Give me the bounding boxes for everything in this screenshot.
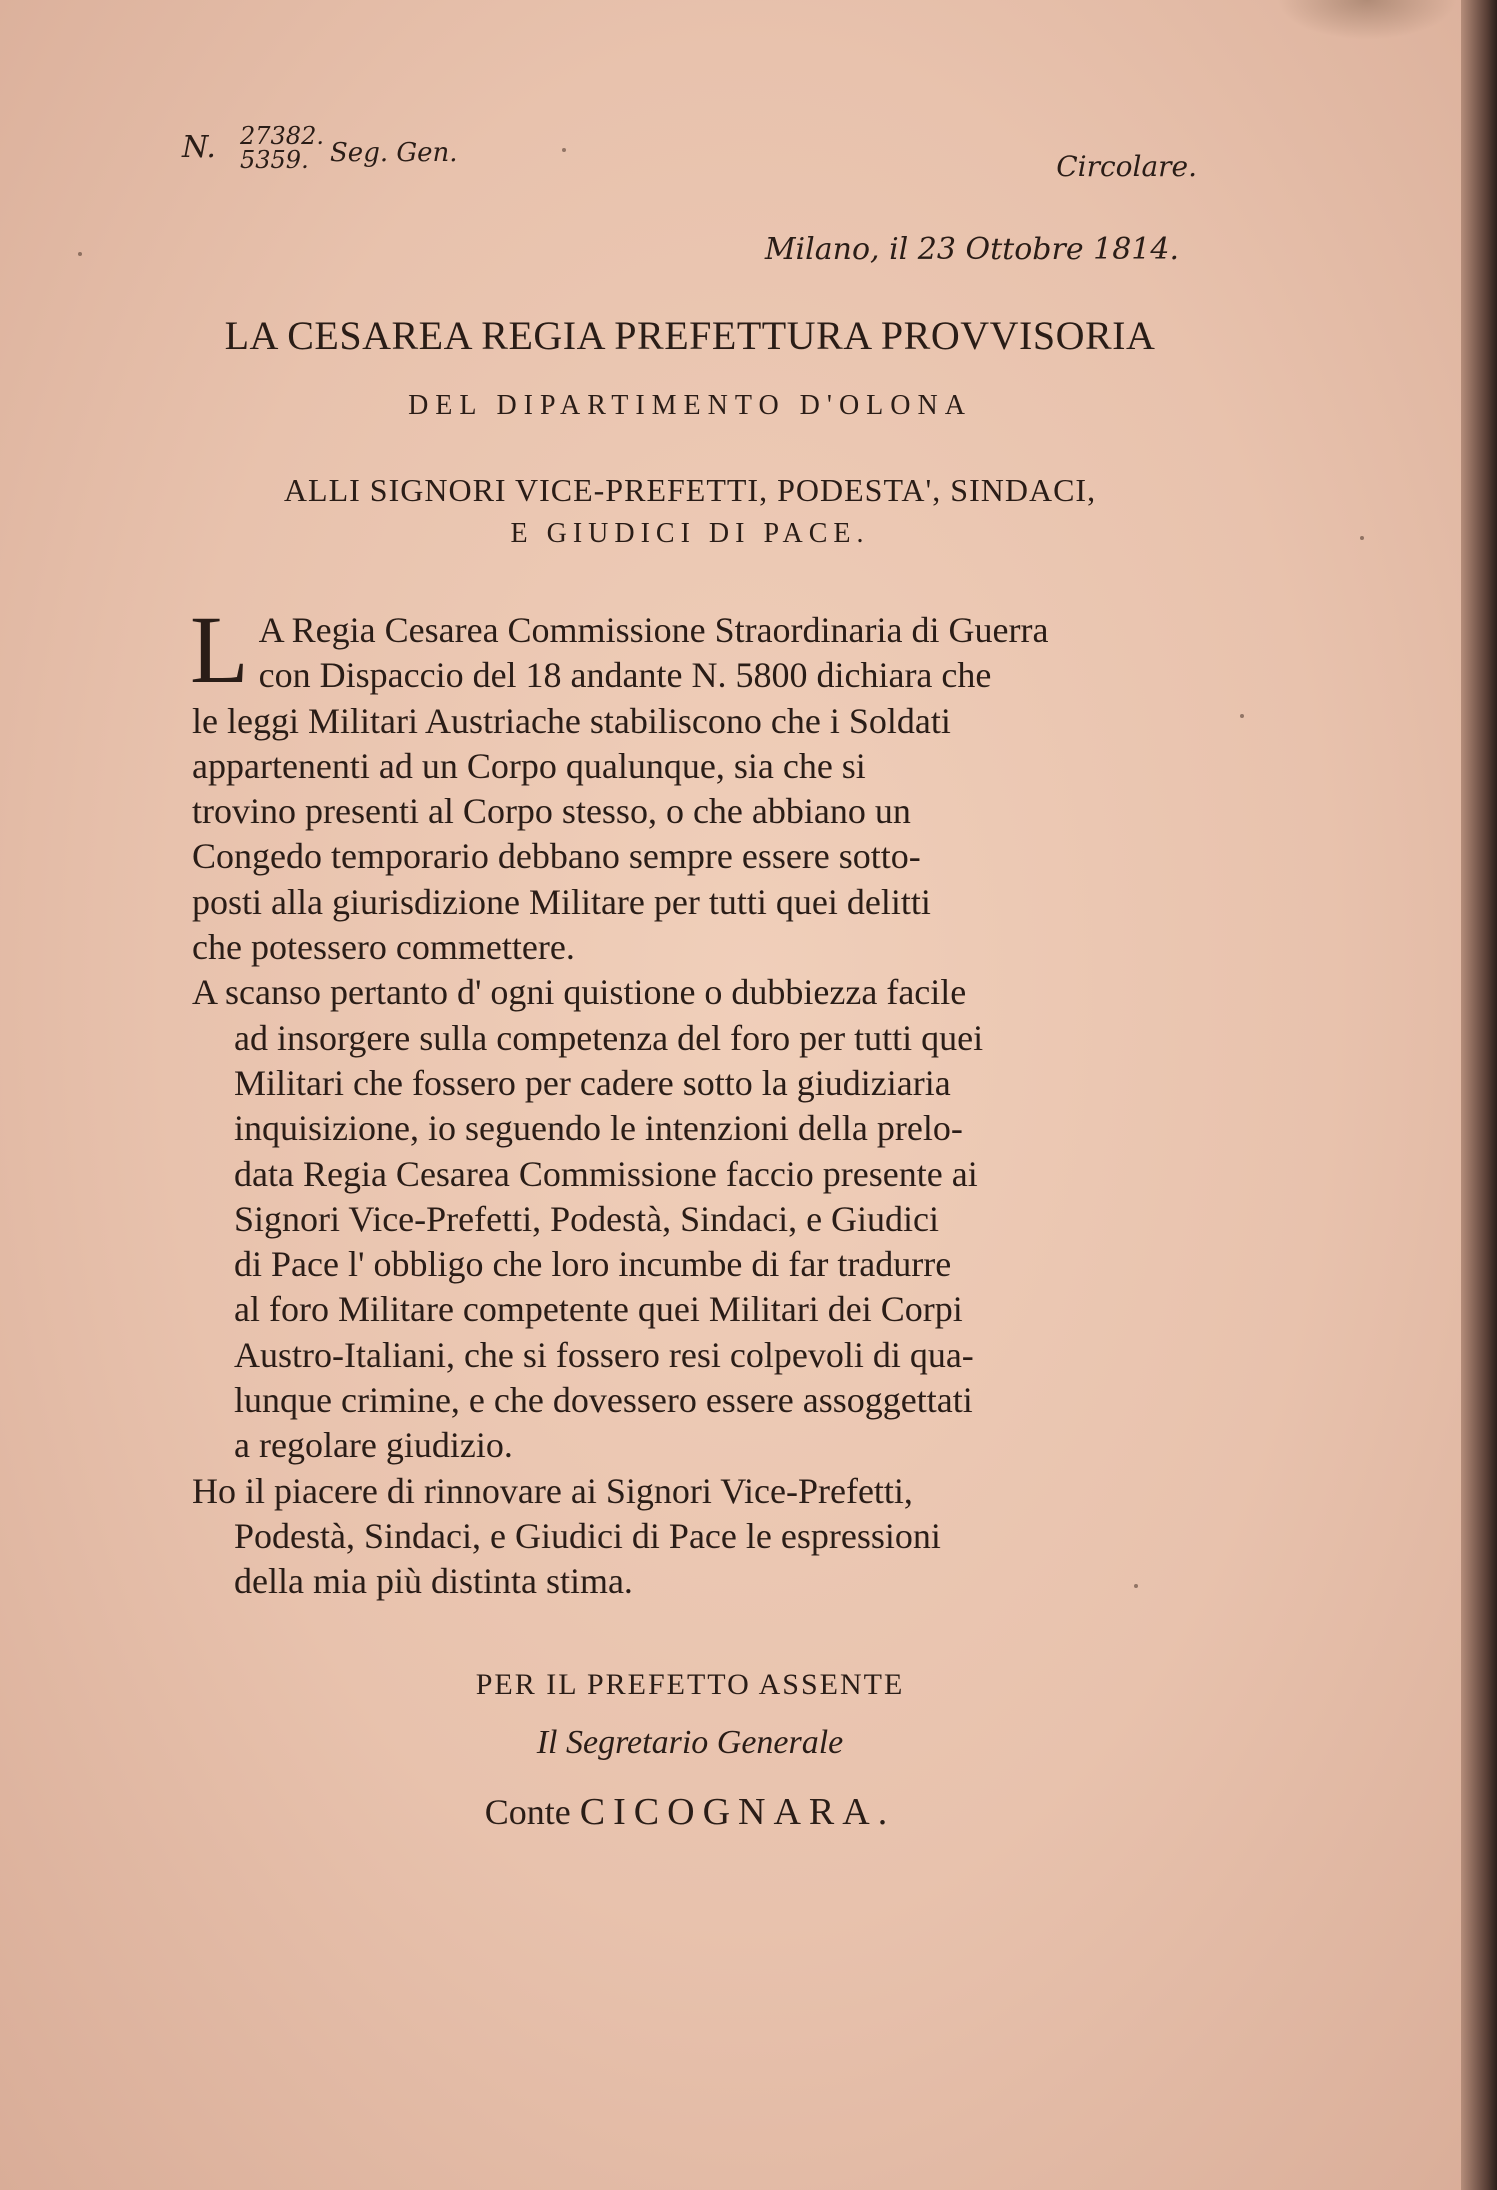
paragraph-line: posti alla giurisdizione Militare per tutti quei delitti xyxy=(192,881,931,922)
paragraph-line: inquisizione, io seguendo le intenzioni della prelo- xyxy=(234,1108,963,1149)
paragraph-3 xyxy=(192,1469,1214,1605)
paragraph-line: della mia più distinta stima. xyxy=(234,1561,633,1602)
reference-numbers xyxy=(240,124,324,172)
drop-cap: L xyxy=(190,596,249,703)
document-type: Circolare. xyxy=(1056,150,1197,183)
page-edge-shadow xyxy=(1461,0,1497,2190)
paragraph-line: data Regia Cesarea Commissione faccio presente ai xyxy=(234,1153,978,1194)
paper-speck xyxy=(78,252,82,256)
paragraph-line: Ho il piacere di rinnovare ai Signori Vice-Prefetti, xyxy=(192,1470,913,1511)
document-body xyxy=(190,596,1214,1605)
paper-speck xyxy=(562,148,566,152)
paragraph-line: A scanso pertanto d' ogni quistione o dubbiezza facile xyxy=(192,972,967,1013)
addressees-line-2: E GIUDICI DI PACE. xyxy=(510,518,870,549)
paragraph-line: Podestà, Sindaci, e Giudici di Pace le espressioni xyxy=(234,1515,941,1556)
signature-line-1: PER IL PREFETTO ASSENTE xyxy=(475,1668,905,1701)
reference-number-top: 27382. xyxy=(240,122,324,150)
paragraph-line: trovino presenti al Corpo stesso, o che abbiano un xyxy=(192,791,911,832)
paragraph-line: al foro Militare competente quei Militari dei Corpi xyxy=(234,1289,963,1330)
signature-line-2: Il Segretario Generale xyxy=(536,1724,844,1761)
paragraph-line: Signori Vice-Prefetti, Podestà, Sindaci, e Giudici xyxy=(234,1198,940,1239)
paragraph-line: appartenenti ad un Corpo qualunque, sia che si xyxy=(192,745,866,786)
reference-office: Seg. Gen. xyxy=(330,138,458,168)
paragraph-line: A Regia Cesarea Commissione Straordinaria di Guerra xyxy=(258,610,1049,650)
paragraph-line: a regolare giudizio. xyxy=(234,1425,513,1466)
document-title: LA CESAREA REGIA PREFETTURA PROVVISORIA xyxy=(224,313,1156,358)
signature-name: CICOGNARA. xyxy=(579,1791,896,1833)
paragraph-line: di Pace l' obbligo che loro incumbe di far tradurre xyxy=(234,1244,952,1285)
paragraph-line: Austro-Italiani, che si fossero resi colpevoli di qua- xyxy=(234,1334,974,1375)
reference-prefix: N. xyxy=(182,130,216,165)
reference-number-bottom: 5359. xyxy=(240,146,309,174)
date-line: Milano, il 23 Ottobre 1814. xyxy=(764,232,1179,267)
paragraph-line: Congedo temporario debbano sempre essere sotto- xyxy=(192,836,921,877)
paragraph-line: lunque crimine, e che dovessero essere assoggettati xyxy=(234,1380,973,1421)
signature-name-line xyxy=(0,1790,1380,1834)
paragraph-line: ad insorgere sulla competenza del foro per tutti quei xyxy=(234,1017,984,1058)
paragraph-line: con Dispaccio del 18 andante N. 5800 dichiara che xyxy=(258,655,992,696)
paper-speck xyxy=(1240,714,1244,718)
paragraph-2 xyxy=(192,970,1214,1468)
paragraph-line: le leggi Militari Austriache stabiliscono che i Soldati xyxy=(192,700,951,741)
paragraph-line: Militari che fossero per cadere sotto la giudiziaria xyxy=(234,1062,951,1103)
paragraph-1 xyxy=(190,596,1214,970)
signature-title: Conte xyxy=(484,1792,571,1832)
paragraph-line: che potessero commettere. xyxy=(192,927,575,968)
paper-stain xyxy=(1277,0,1457,40)
addressees-line-1: ALLI SIGNORI VICE-PREFETTI, PODESTA', SINDACI, xyxy=(283,472,1097,508)
department-line: DEL DIPARTIMENTO D'OLONA xyxy=(408,390,972,421)
